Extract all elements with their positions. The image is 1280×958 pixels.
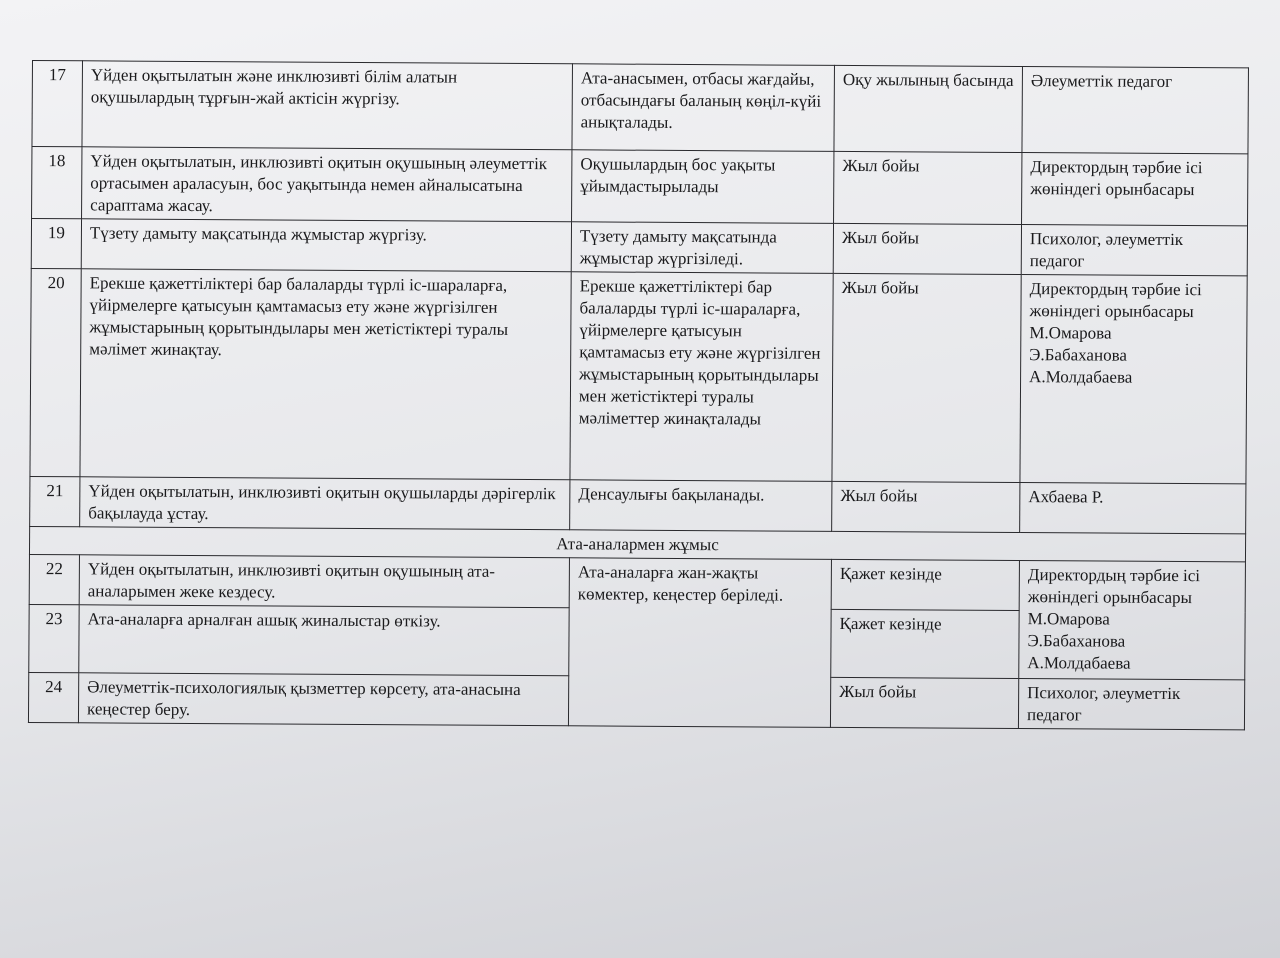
row-number: 22 (29, 554, 79, 604)
responsible-name: М.Омарова (1029, 323, 1112, 343)
table-row (31, 219, 1247, 276)
result-cell: Түзету дамыту мақсатында жұмыстар жүргізіледі. (571, 222, 833, 274)
term-cell: Жыл бойы (830, 677, 1018, 728)
result-cell: Денсаулығы бақыланады. (570, 480, 832, 532)
responsible-name: Директордың тәрбие ісі жөніндегі орынбасары (1030, 157, 1203, 200)
responsible-name: Ахбаева Р. (1028, 487, 1104, 507)
term-cell: Қажет кезінде (831, 609, 1019, 678)
table-row (29, 554, 1245, 611)
row-number: 21 (30, 476, 80, 526)
responsible-name: Психолог, әлеуметтік педагог (1029, 229, 1184, 271)
responsible-name: А.Молдабаева (1029, 367, 1133, 387)
responsible-name: Директордың тәрбие ісі жөніндегі орынбасары (1027, 565, 1201, 608)
responsible-name: Э.Бабаханова (1027, 631, 1126, 651)
table-row (30, 476, 1246, 533)
term-cell: Жыл бойы (832, 273, 1021, 482)
responsible-name: М.Омарова (1027, 609, 1110, 629)
row-number: 20 (30, 268, 81, 476)
term-cell: Жыл бойы (832, 481, 1020, 532)
responsible-cell (1020, 275, 1247, 484)
term-cell: Жыл бойы (834, 151, 1022, 224)
row-number: 19 (31, 219, 81, 269)
task-cell: Үйден оқытылатын, инклюзивті оқитын оқушының ата-аналарымен жеке кездесу. (79, 555, 569, 608)
table-row (32, 147, 1248, 226)
responsible-name: Әлеуметтік педагог (1030, 71, 1173, 91)
row-number: 17 (32, 61, 83, 147)
task-cell: Ата-аналарға арналған ашық жиналыстар өткізу. (79, 605, 569, 676)
task-cell: Әлеуметтік-психологиялық қызметтер көрсету, ата-анасына кеңестер беру. (78, 673, 568, 726)
result-cell: Ерекше қажеттіліктері бар балаларды түрлі іс-шараларға, үйірмелерге қатысуын қамтамасыз ету және жүргізілген жұмыстарының қорытындылары мен жетістіктері туралы мәліметтер жинақталады (570, 272, 833, 482)
term-cell: Оқу жылының басында (834, 65, 1023, 152)
task-cell: Үйден оқытылатын, инклюзивті оқитын оқушыларды дәрігерлік бақылауда ұстау. (80, 477, 570, 530)
table-row (30, 268, 1247, 483)
task-cell: Үйден оқытылатын және инклюзивті білім алатын оқушылардың тұрғын-жай актісін жүргізу. (82, 61, 573, 150)
responsible-cell (1020, 483, 1246, 534)
term-cell: Қажет кезінде (831, 559, 1019, 610)
section-title: Ата-аналармен жұмыс (29, 526, 1245, 561)
responsible-cell (1022, 153, 1248, 226)
responsible-cell (1019, 561, 1246, 680)
responsible-name: А.Молдабаева (1027, 653, 1131, 673)
responsible-cell (1021, 225, 1247, 276)
result-cell: Ата-аналарға жан-жақты көмектер, кеңестер беріледі. (568, 558, 831, 728)
result-cell: Оқушылардың бос уақыты ұйымдастырылады (572, 150, 834, 224)
responsible-name: Э.Бабаханова (1029, 345, 1128, 365)
task-cell: Ерекше қажеттіліктері бар балаларды түрлі іс-шараларға, үйірмелерге қатысуын қамтамасыз ету және жүргізілген жұмыстарының қорытындылары мен жетістіктері туралы мәлімет жинақтау. (80, 269, 571, 480)
task-cell: Түзету дамыту мақсатында жұмыстар жүргізу. (81, 219, 571, 272)
responsible-cell (1022, 67, 1249, 154)
responsible-cell: Психолог, әлеуметтік педагог (1018, 679, 1244, 730)
term-cell: Жыл бойы (833, 223, 1021, 274)
task-cell: Үйден оқытылатын, инклюзивті оқитын оқушының әлеуметтік ортасымен араласуын, бос уақытында немен айналысатына сараптама жасау. (82, 147, 572, 222)
table-row (32, 61, 1249, 154)
responsible-name: Директордың тәрбие ісі жөніндегі орынбасары (1029, 279, 1202, 322)
row-number: 18 (32, 147, 82, 219)
result-cell: Ата-анасымен, отбасы жағдайы, отбасындағы баланың көңіл-күйі анықталады. (572, 64, 835, 152)
row-number: 23 (29, 604, 79, 672)
plan-table (28, 60, 1249, 730)
row-number: 24 (28, 672, 78, 722)
